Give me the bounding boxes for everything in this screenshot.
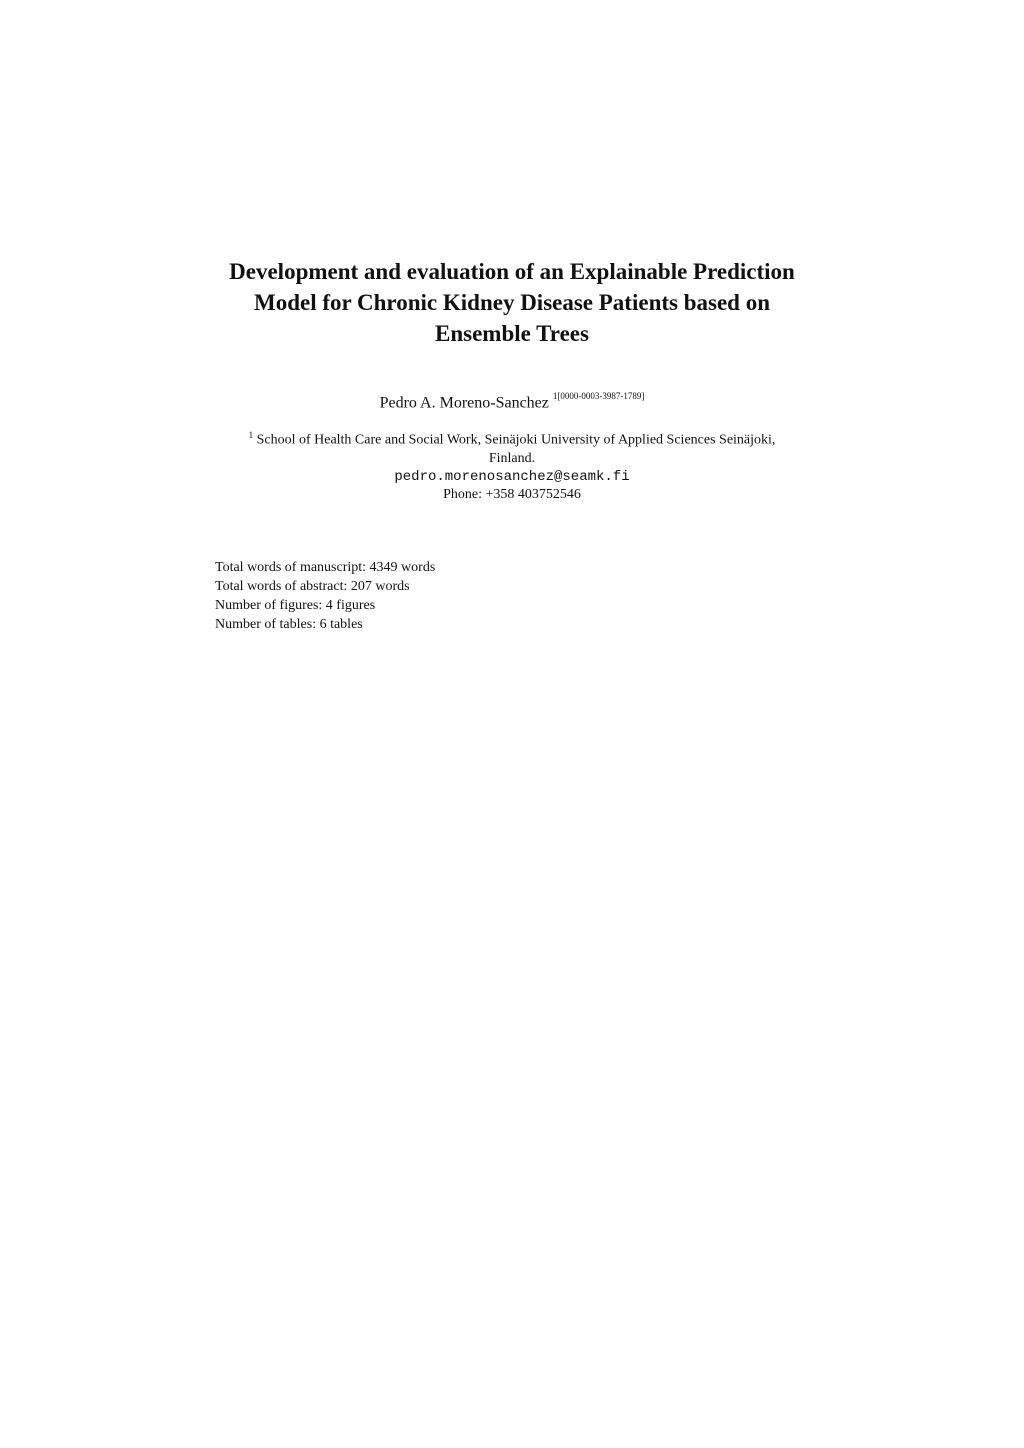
affiliation-line-2: Finland. [488, 450, 536, 466]
stat-abstract-words: Total words of abstract: 207 words [215, 579, 410, 594]
affiliation-block [200, 426, 824, 504]
affiliation-line-1 [200, 426, 824, 450]
affiliation-marker: 1 [248, 430, 254, 440]
author-name: Pedro A. Moreno-Sanchez [379, 394, 549, 412]
stat-figures: Number of figures: 4 figures [215, 598, 376, 613]
manuscript-stats [215, 558, 435, 634]
author-phone: Phone: +358 403752546 [443, 486, 581, 502]
title-line-1: Development and evaluation of an Explainable Prediction [229, 259, 795, 284]
stat-tables: Number of tables: 6 tables [215, 617, 363, 632]
title-line-3: Ensemble Trees [435, 321, 589, 346]
author-orcid-superscript: 1[0000-0003-3987-1789] [552, 391, 645, 401]
affiliation-text-1: School of Health Care and Social Work, Seinäjoki University of Applied Sciences Seinäjoki, [256, 432, 776, 448]
title-line-2: Model for Chronic Kidney Disease Patients based on [253, 290, 771, 315]
author-email[interactable]: pedro.morenosanchez@seamk.fi [394, 468, 630, 485]
author-line [200, 388, 824, 413]
stat-manuscript-words: Total words of manuscript: 4349 words [215, 560, 436, 575]
paper-title [200, 256, 824, 349]
